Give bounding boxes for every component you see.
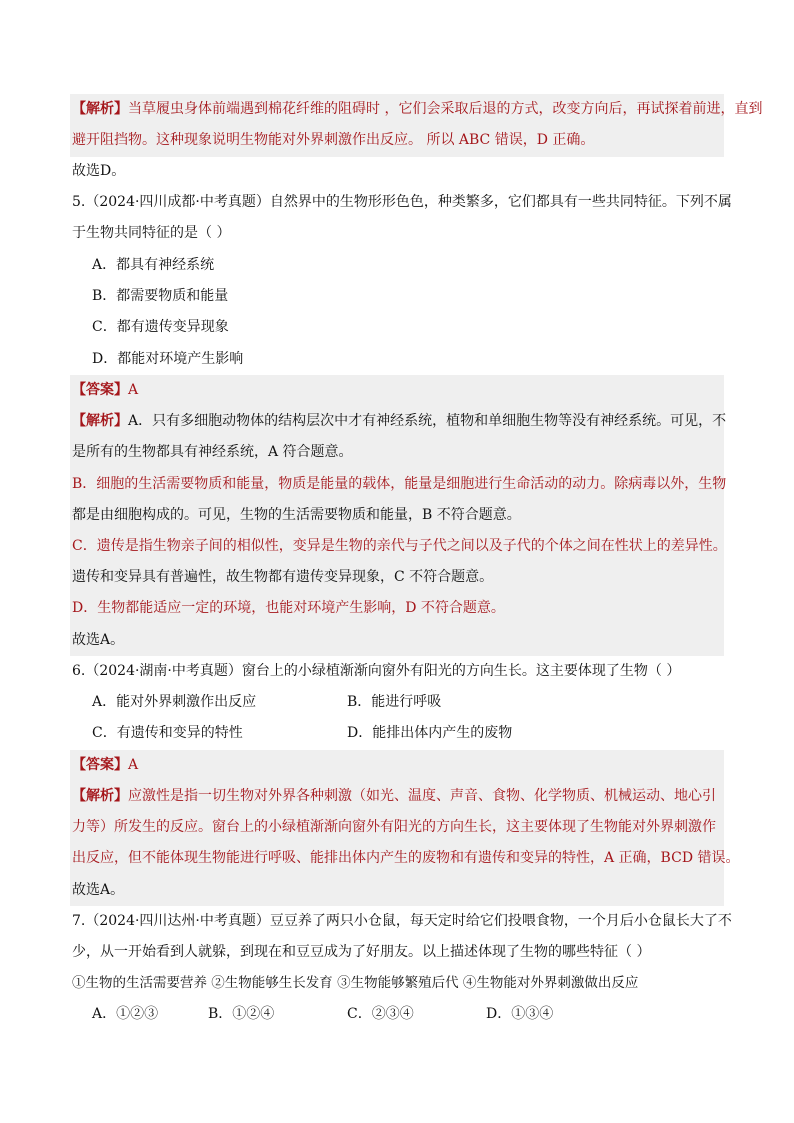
q5-stem-line1: 5.（2024·四川成都·中考真题）自然界中的生物形形色色，种类繁多，它们都具有一些共同特征。下列不属	[72, 194, 732, 210]
q7-option-c: C．②③④	[347, 1006, 414, 1022]
analysis-tag: 【解析】	[72, 788, 128, 804]
q5-answer-line	[72, 375, 722, 406]
q7-option-b: B．①②④	[208, 1006, 275, 1022]
q7-option-d: D．①③④	[486, 1006, 554, 1022]
q6-option-d: D．能排出体内产生的废物	[347, 725, 513, 741]
analysis-tag: 【解析】	[72, 413, 128, 429]
q7-statements: ①生物的生活需要营养 ②生物能够生长发育 ③生物能够繁殖后代 ④生物能对外界刺激做出反应	[72, 975, 639, 991]
analysis-text: 当草履虫身体前端遇到棉花纤维的阻碍时 ，它们会采取后退的方式，改变方向后，再试探着前进，直到	[128, 101, 763, 117]
q5-stem-line2: 于生物共同特征的是（ ）	[72, 225, 231, 241]
q5-option-a: A．都具有神经系统	[92, 257, 215, 273]
q4-conclusion: 故选D。	[72, 163, 126, 179]
q6-analysis-line1	[72, 781, 722, 812]
q5-analysis-b-line2: 都是由细胞构成的。可见，生物的生活需要物质和能量，B 不符合题意。	[72, 507, 521, 523]
q7-stem-line1: 7.（2024·四川达州·中考真题）豆豆养了两只小仓鼠，每天定时给它们投喂食物，一个月后小仓鼠长大了不	[72, 913, 732, 929]
q6-analysis-line3: 出反应，但不能体现生物能进行呼吸、能排出体内产生的废物和有遗传和变异的特性，A 正确，BCD 错误。	[72, 850, 740, 866]
q5-analysis-c-line1: C．遗传是指生物亲子间的相似性，变异是生物的亲代与子代之间以及子代的个体之间在性状上的差异性。	[72, 538, 727, 554]
q6-option-a: A．能对外界刺激作出反应	[92, 694, 257, 710]
q7-stem-line2: 少，从一开始看到人就躲，到现在和豆豆成为了好朋友。以上描述体现了生物的哪些特征（ ）	[72, 944, 651, 960]
q6-option-c: C．有遗传和变异的特性	[92, 725, 243, 741]
q5-option-c: C．都有遗传变异现象	[92, 319, 229, 335]
answer-tag: 【答案】	[72, 382, 128, 398]
q4-analysis-line2: 避开阻挡物。这种现象说明生物能对外界刺激作出反应。 所以 ABC 错误，D 正确。	[72, 132, 595, 148]
answer-value: A	[128, 757, 139, 773]
q4-analysis-line1	[72, 94, 763, 125]
q5-analysis-a-line1	[72, 406, 727, 437]
q7-option-a: A．①②③	[92, 1006, 159, 1022]
q5-analysis-b-line1: B．细胞的生活需要物质和能量，物质是能量的载体，能量是细胞进行生命活动的动力。除病毒以外，生物	[72, 476, 727, 492]
answer-value: A	[128, 382, 139, 398]
q5-option-b: B．都需要物质和能量	[92, 288, 229, 304]
q6-stem: 6.（2024·湖南·中考真题）窗台上的小绿植渐渐向窗外有阳光的方向生长。这主要体现了生物（ ）	[72, 663, 681, 679]
q5-analysis-a-line2: 是所有的生物都具有神经系统，A 符合题意。	[72, 444, 353, 460]
q5-analysis-d-line1: D．生物都能适应一定的环境，也能对环境产生影响，D 不符合题意。	[72, 600, 505, 616]
analysis-tag: 【解析】	[72, 101, 128, 117]
analysis-text: A．只有多细胞动物体的结构层次中才有神经系统，植物和单细胞生物等没有神经系统。可见，不	[128, 413, 727, 429]
q6-analysis-line2: 力等）所发生的反应。窗台上的小绿植渐渐向窗外有阳光的方向生长，这主要体现了生物能对外界刺激作	[72, 819, 716, 835]
q6-option-b: B．能进行呼吸	[347, 694, 442, 710]
q5-conclusion: 故选A。	[72, 632, 125, 648]
q6-conclusion: 故选A。	[72, 882, 125, 898]
analysis-text: 应激性是指一切生物对外界各种刺激（如光、温度、声音、食物、化学物质、机械运动、地心引	[128, 788, 716, 804]
answer-tag: 【答案】	[72, 757, 128, 773]
q5-analysis-c-line2: 遗传和变异具有普遍性，故生物都有遗传变异现象，C 不符合题意。	[72, 569, 494, 585]
q6-answer-line	[72, 750, 722, 781]
q5-option-d: D．都能对环境产生影响	[92, 351, 244, 367]
